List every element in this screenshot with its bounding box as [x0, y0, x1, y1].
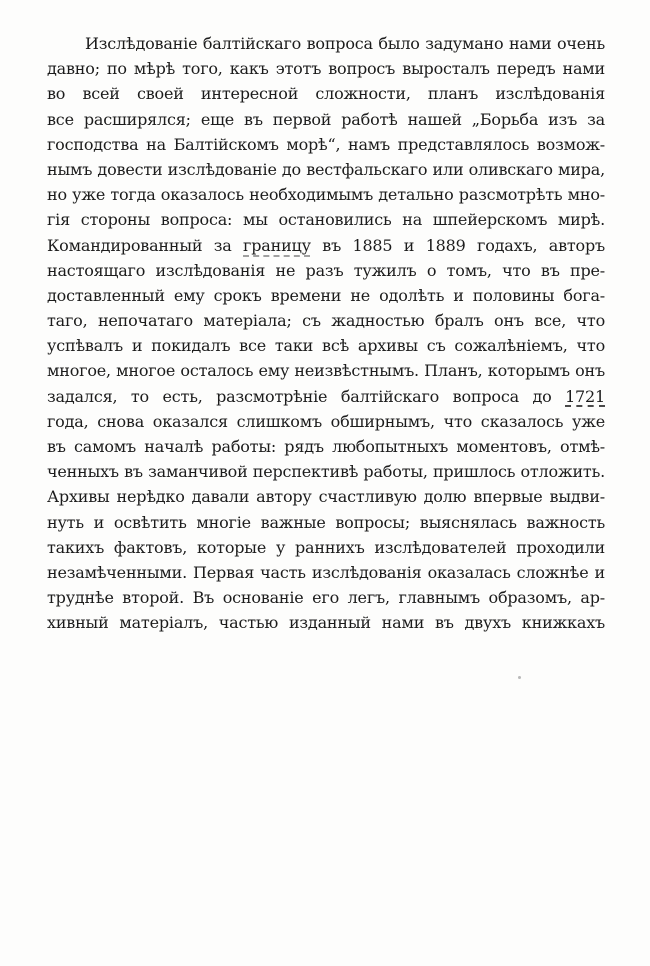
text-segment: многое, многое осталось ему неизвѣстнымъ. Планъ, которымъ онъ: [47, 361, 605, 381]
text-segment: гія стороны вопроса: мы остановились на шпейерскомъ мирѣ.: [47, 210, 605, 230]
text-line: [47, 459, 605, 484]
ink-underline-annotation: 1721: [565, 386, 605, 406]
text-segment: хивный матеріалъ, частью изданный нами въ двухъ книжкахъ: [47, 613, 605, 633]
text-line: [47, 333, 605, 358]
text-segment: въ 1885 и 1889 годахъ, авторъ: [310, 235, 605, 255]
text-segment: незамѣченными. Первая часть изслѣдованія оказалась сложнѣе и: [47, 562, 605, 582]
text-line: [47, 233, 605, 258]
text-line: [47, 31, 605, 56]
text-segment: все расширялся; еще въ первой работѣ нашей „Борьба изъ за: [47, 109, 605, 129]
text-segment: но уже тогда оказалось необходимымъ детально разсмотрѣть мно-: [47, 185, 605, 205]
text-block: [47, 31, 605, 636]
text-segment: такихъ фактовъ, которые у раннихъ изслѣдователей проходили: [47, 537, 605, 557]
text-segment: во всей своей интересной сложности, планъ изслѣдованія: [47, 84, 605, 104]
text-line: [47, 409, 605, 434]
text-line: [47, 585, 605, 610]
text-segment: давно; по мѣрѣ того, какъ этотъ вопросъ выросталъ передъ нами: [47, 59, 605, 79]
text-line: [47, 258, 605, 283]
text-line: [47, 610, 605, 635]
text-segment: успѣвалъ и покидалъ все таки всѣ архивы съ сожалѣніемъ, что: [47, 336, 605, 356]
text-segment: таго, непочатаго матеріала; съ жадностью бралъ онъ все, что: [47, 311, 605, 331]
text-segment: труднѣе второй. Въ основаніе его легъ, главнымъ образомъ, ар-: [47, 588, 605, 608]
text-line: [47, 358, 605, 383]
text-line: [47, 81, 605, 106]
text-line: [47, 434, 605, 459]
text-line: [47, 308, 605, 333]
scan-speck-mark: [518, 676, 521, 679]
text-line: [47, 484, 605, 509]
text-segment: нуть и освѣтить многіе важные вопросы; выяснялась важность: [47, 512, 605, 532]
text-segment: доставленный ему срокъ времени не одолѣть и половины бога-: [47, 285, 605, 305]
text-line: [47, 207, 605, 232]
text-line: [47, 132, 605, 157]
text-segment: Архивы нерѣдко давали автору счастливую долю впервые выдви-: [47, 487, 605, 507]
text-line: [47, 510, 605, 535]
text-line: [47, 56, 605, 81]
text-segment: Командированный за: [47, 235, 244, 255]
text-line: [47, 283, 605, 308]
text-line: [47, 560, 605, 585]
text-segment: въ самомъ началѣ работы: рядъ любопытныхъ моментовъ, отмѣ-: [47, 437, 605, 456]
text-line: [47, 182, 605, 207]
text-line: [47, 157, 605, 182]
text-segment: настоящаго изслѣдованія не разъ тужилъ о томъ, что въ пре-: [47, 260, 605, 280]
text-segment: нымъ довести изслѣдованіе до вестфальскаго или оливскаго мира,: [47, 159, 605, 179]
text-segment: ченныхъ въ заманчивой перспективѣ работы, пришлось отложить.: [47, 462, 605, 482]
text-segment: года, снова оказался слишкомъ обширнымъ, что сказалось уже: [47, 411, 605, 431]
text-segment: Изслѣдованіе балтійскаго вопроса было задумано нами очень: [85, 34, 605, 53]
text-line: [47, 384, 605, 409]
text-line: [47, 535, 605, 560]
text-segment: задался, то есть, разсмотрѣніе балтійскаго вопроса до: [47, 386, 566, 406]
pencil-underline-annotation: границу: [243, 235, 311, 255]
text-segment: господства на Балтійскомъ морѣ“, намъ представлялось возмож-: [47, 134, 605, 154]
text-line: [47, 107, 605, 132]
